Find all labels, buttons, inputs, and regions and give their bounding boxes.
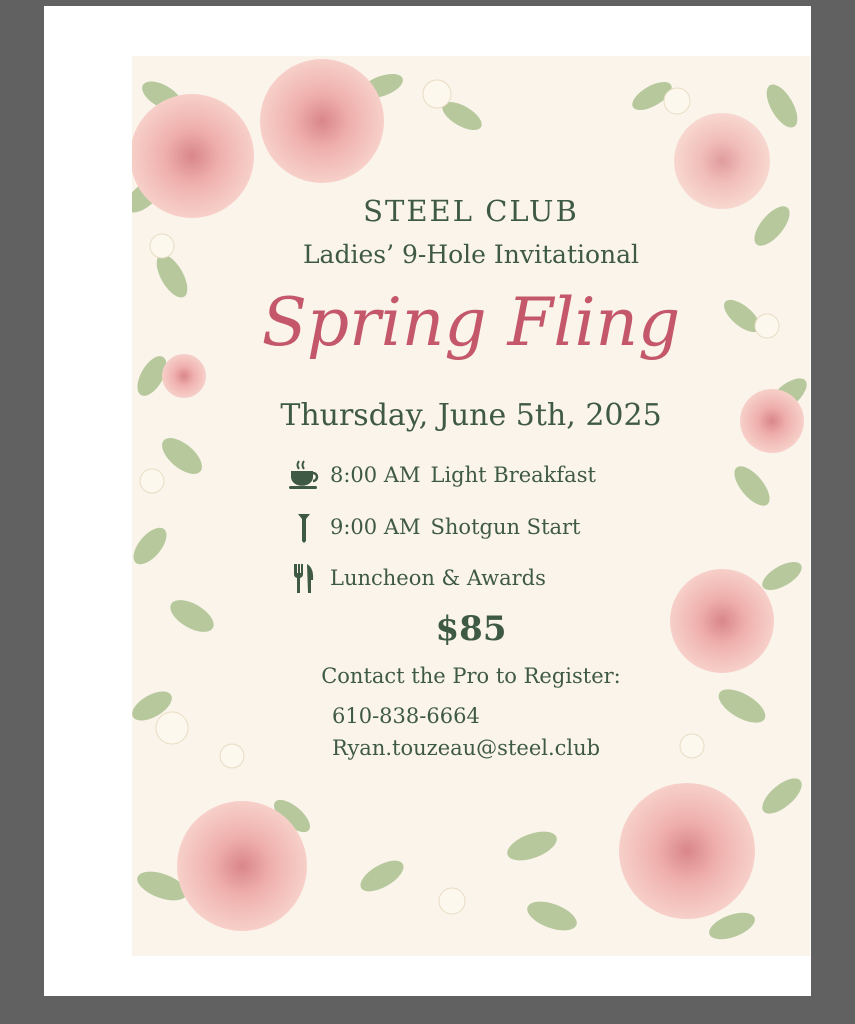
contact-phone: 610-838-6664 [332, 704, 480, 728]
golf-tee-icon [278, 511, 330, 543]
contact-heading: Contact the Pro to Register: [321, 664, 621, 688]
flyer-sheet [44, 6, 811, 996]
club-name: STEEL CLUB [363, 194, 579, 228]
event-title: Spring Fling [261, 284, 681, 361]
coffee-cup-icon [278, 459, 330, 491]
schedule-event: Shotgun Start [430, 515, 581, 539]
contact-email: Ryan.touzeau@steel.club [332, 736, 601, 760]
schedule-event: Light Breakfast [430, 463, 596, 487]
price: $85 [435, 609, 507, 649]
event-date: Thursday, June 5th, 2025 [280, 398, 662, 433]
fork-knife-icon [278, 562, 330, 594]
event-subtitle: Ladies’ 9-Hole Invitational [302, 240, 640, 269]
schedule-time: 9:00 AM [330, 515, 421, 539]
schedule-row-breakfast [278, 458, 596, 492]
schedule-row-luncheon [278, 561, 546, 595]
schedule-time: 8:00 AM [330, 463, 421, 487]
floral-border [132, 56, 810, 956]
flyer-card [132, 56, 810, 956]
schedule-event: Luncheon & Awards [330, 566, 546, 590]
schedule-row-shotgun [278, 510, 581, 544]
